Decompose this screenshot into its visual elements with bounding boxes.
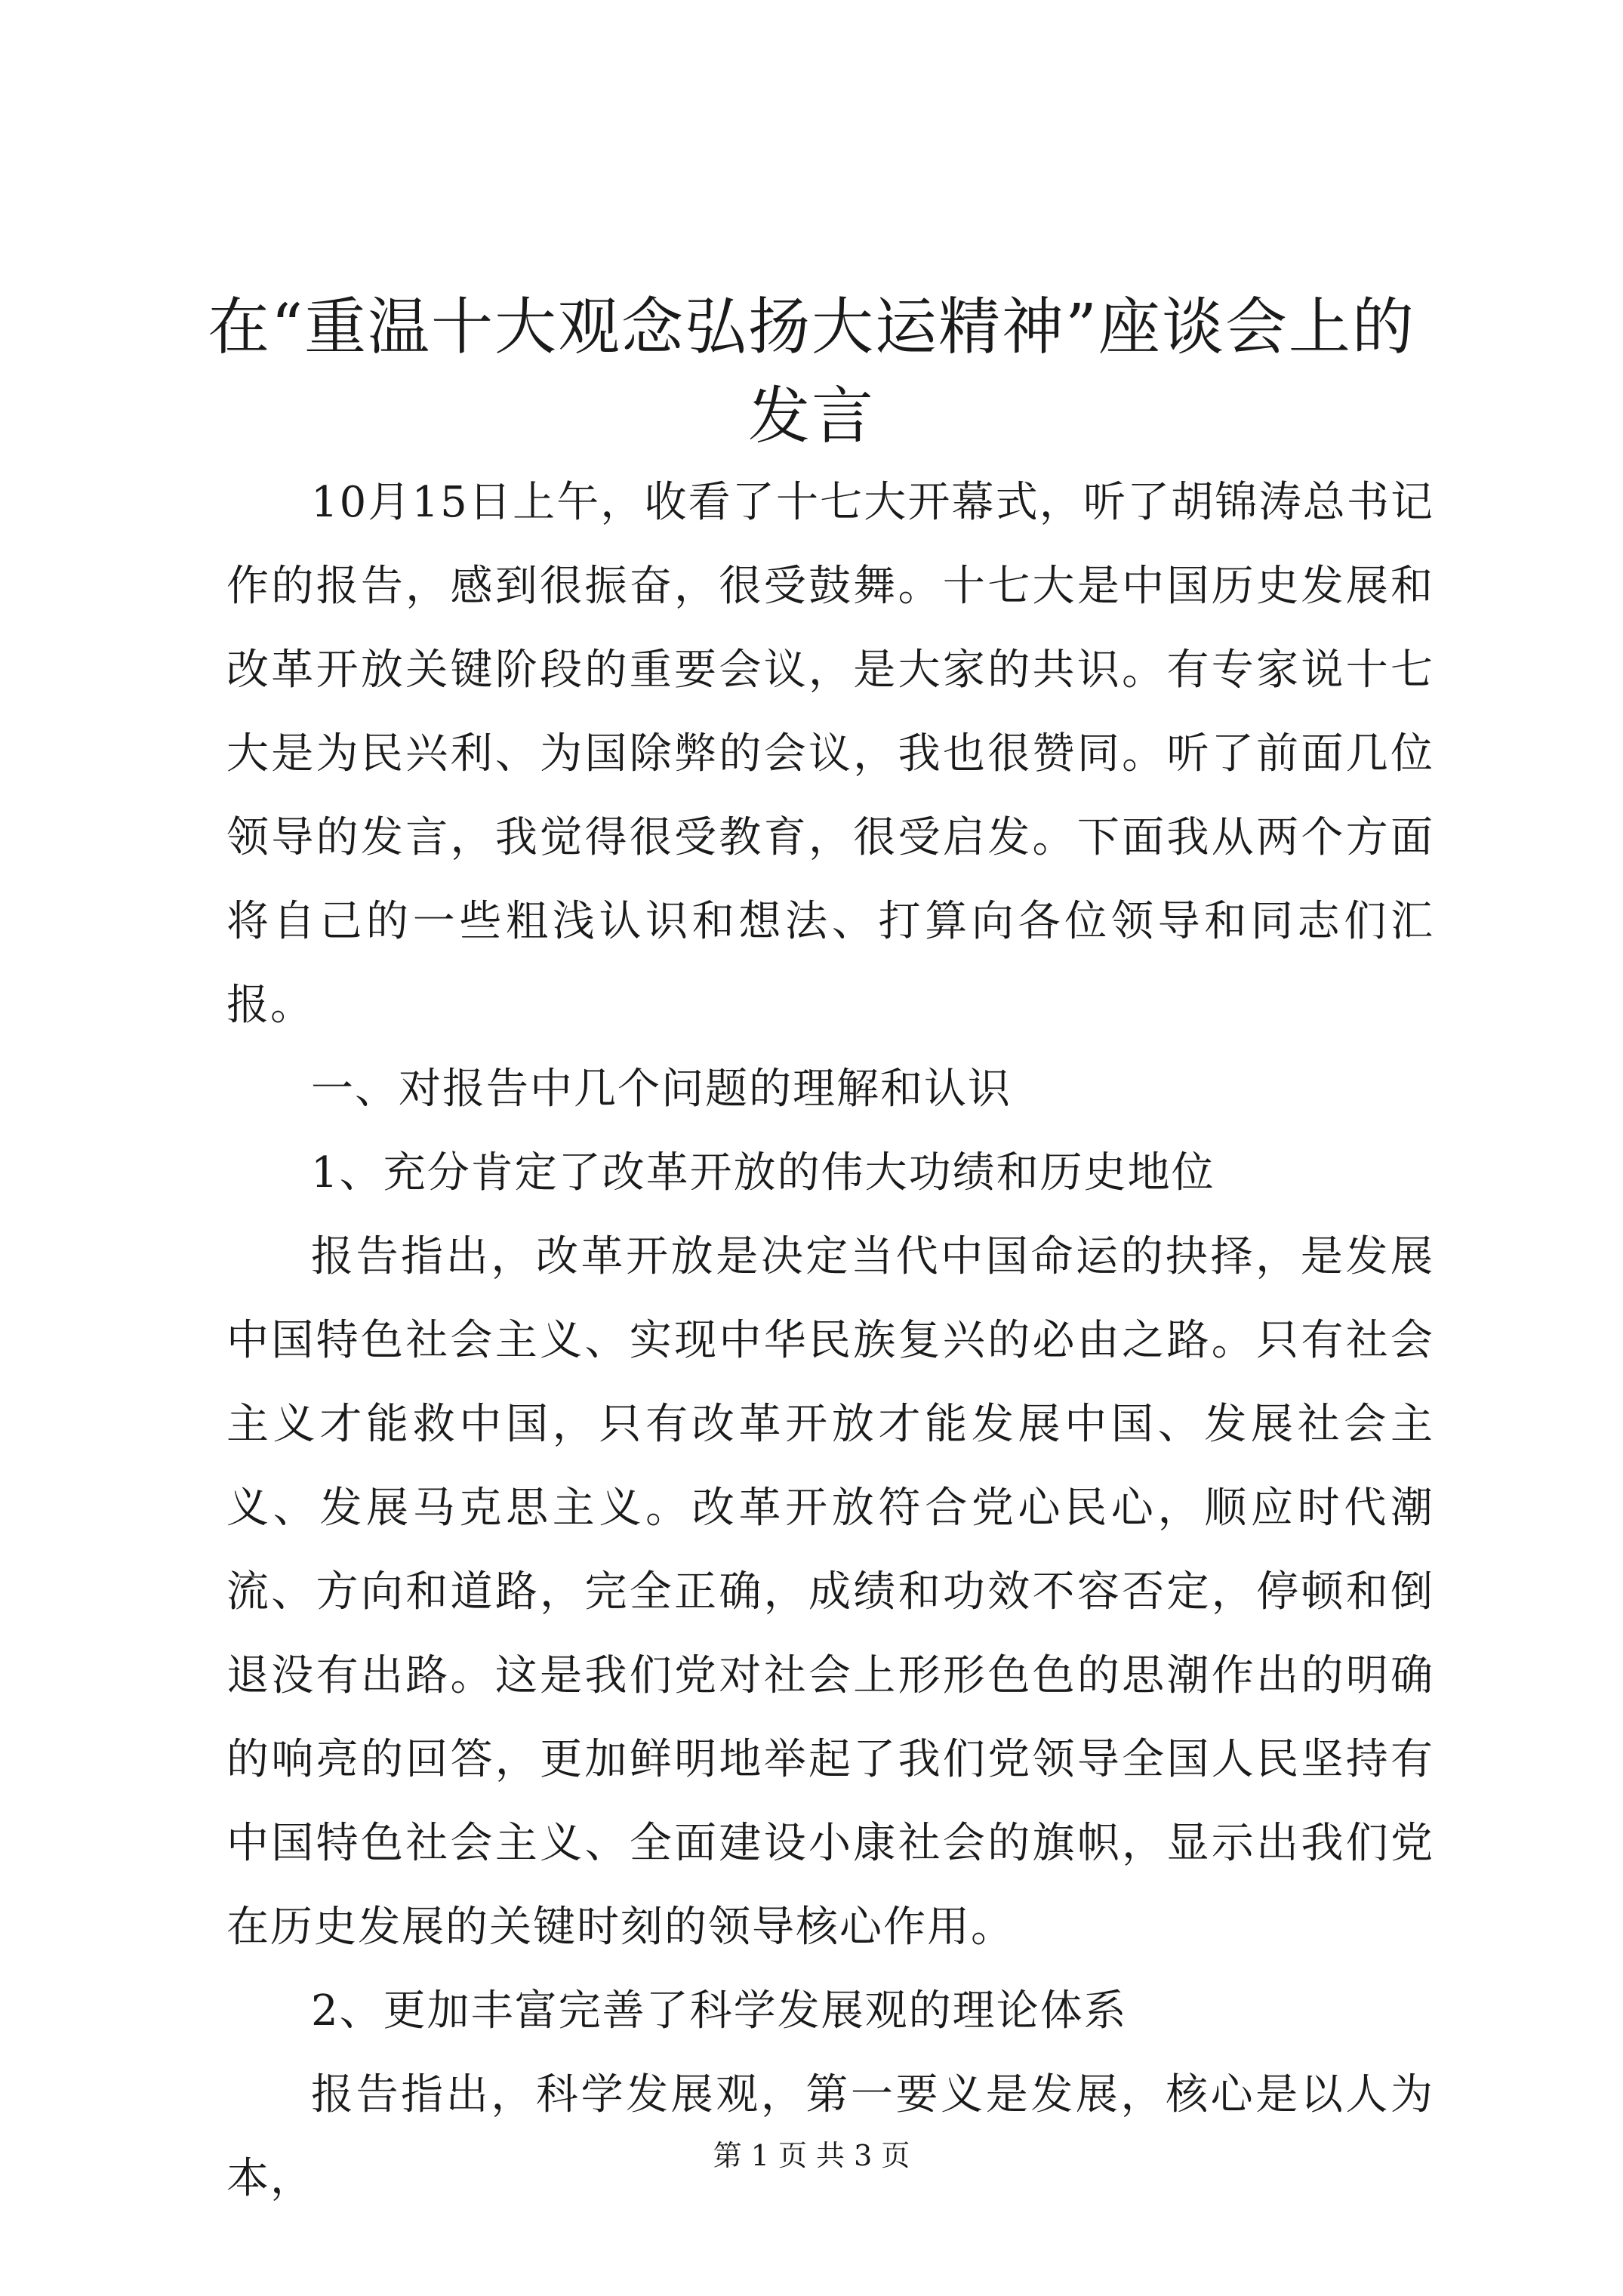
paragraph-reform: 报告指出，改革开放是决定当代中国命运的抉择，是发展中国特色社会主义、实现中华民族复兴的必由之路。只有社会主义才能救中国，只有改革开放才能发展中国、发展社会主义、发展马克思主义。改革开放符合党心民心，顺应时代潮流、方向和道路，完全正确，成绩和功效不容否定，停顿和倒退没有出路。这是我们党对社会上形形色色的思潮作出的明确的响亮的回答，更加鲜明地举起了我们党领导全国人民坚持有中国特色社会主义、全面建设小康社会的旗帜，显示出我们党在历史发展的关键时刻的领导核心作用。 — [226, 1232, 1434, 1952]
subheading-2: 2、更加丰富完善了科学发展观的理论体系 — [311, 1986, 1128, 2036]
document-body — [226, 461, 1434, 2220]
page-footer: 第 1 页 共 3 页 — [713, 2139, 910, 2172]
subheading-1: 1、充分肯定了改革开放的伟大功绩和历史地位 — [311, 1148, 1215, 1197]
paragraph-science: 报告指出，科学发展观，第一要义是发展，核心是以人为本， — [226, 2070, 1434, 2203]
document-title: 在“重温十大观念弘扬大运精神”座谈会上的发言 — [208, 291, 1415, 452]
section-heading-1: 一、对报告中几个问题的理解和认识 — [311, 1065, 1012, 1114]
paragraph-intro: 10月15日上午，收看了十七大开幕式，听了胡锦涛总书记作的报告，感到很振奋，很受鼓舞。十七大是中国历史发展和改革开放关键阶段的重要会议，是大家的共识。有专家说十七大是为民兴利、为国除弊的会议，我也很赞同。听了前面几位领导的发言，我觉得很受教育，很受启发。下面我从两个方面将自己的一些粗浅认识和想法、打算向各位领导和同志们汇报。 — [226, 478, 1434, 1030]
